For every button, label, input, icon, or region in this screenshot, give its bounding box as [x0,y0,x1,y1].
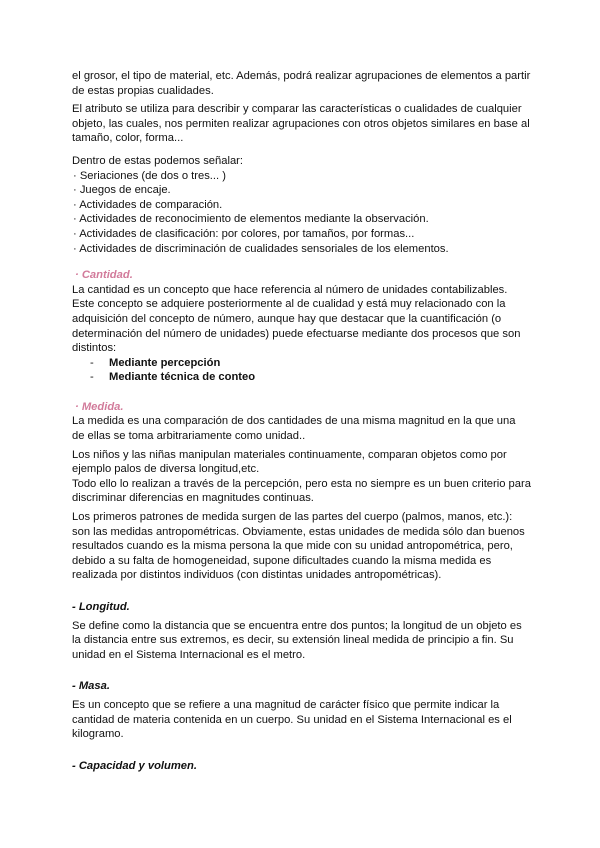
text-line: kilogramo. [72,728,124,741]
dash-bullet: - [90,356,94,369]
list-item: · Actividades de clasificación: por colores, por tamaños, por formas... [73,227,415,240]
text-line: ejemplo palos de diversa longitud,etc. [72,463,260,476]
text-line: Es un concepto que se refiere a una magnitud de carácter físico que permite indicar la [72,698,500,711]
text-line: Los primeros patrones de medida surgen de las partes del cuerpo (palmos, manos, etc.): [72,511,513,524]
medida-paragraph-2 [72,448,532,506]
text-line: son las medidas antropométricas. Obviamente, estas unidades de medida sólo dan buenos [72,525,525,538]
text-line: Este concepto se adquiere posteriormente al de cualidad y está muy relacionado con la [72,298,506,311]
text-line: unidad en el Sistema Internacional es el metro. [72,648,306,661]
capacidad-heading: - Capacidad y volumen. [72,759,197,772]
text-line: tamaño, color, forma... [72,132,184,145]
text-line: de estas propias cualidades. [72,84,214,97]
list-item: · Actividades de discriminación de cualidades sensoriales de los elementos. [73,242,449,255]
list-item-text: Mediante técnica de conteo [109,371,256,384]
text-line: Se define como la distancia que se encuentra entre dos puntos; la longitud de un objeto es [72,619,522,632]
activities-list [72,169,532,257]
text-line: Todo ello lo realizan a través de la percepción, pero esta no siempre es un buen criterio para [72,477,531,490]
text-line: La medida es una comparación de dos cantidades de una misma magnitud en la que una [72,415,516,428]
text-line: cantidad de materia contenida en un cuerpo. Su unidad en el Sistema Internacional es el [72,713,512,726]
text-line: determinación del número de unidades) puede efectuarse mediante dos procesos que son [72,327,521,340]
medida-paragraph-1 [72,414,532,443]
masa-paragraph [72,698,532,742]
list-item [72,370,532,385]
cantidad-paragraph [72,283,532,356]
intro-paragraph-1 [72,69,532,98]
page-content [72,69,532,773]
text-line: el grosor, el tipo de material, etc. Además, podrá realizar agrupaciones de elementos a partir [72,70,531,82]
text-line: objeto, las cuales, nos permiten realizar agrupaciones con otros objetos similares en base al [72,117,530,130]
text-line: adquisición del concepto de número, aunque hay que destacar que la cuantificación (o [72,312,502,325]
cantidad-process-list [72,356,532,385]
list-intro: Dentro de estas podemos señalar: [72,154,244,167]
list-item: · Seriaciones (de dos o tres... ) [73,169,226,182]
list-item: · Juegos de encaje. [73,184,171,197]
text-line: Los niños y las niñas manipulan materiales continuamente, comparan objetos como por [72,448,507,461]
text-line: resultados cuando es la misma persona la que mide con su unidad antropométrica, pero, [72,540,513,553]
text-line: de ellas se toma arbitrariamente como unidad.. [72,430,306,443]
text-line: discriminar diferencias en magnitudes continuas. [72,492,314,505]
text-line: La cantidad es un concepto que hace referencia al número de unidades contabilizables. [72,283,508,296]
text-line: debido a su falta de homogeneidad, supone dificultades cuando la misma medida es [72,554,492,567]
dash-bullet: - [90,371,94,384]
list-item: · Actividades de reconocimiento de elementos mediante la observación. [73,213,429,226]
intro-paragraph-2 [72,102,532,146]
text-line: distintos: [72,342,117,355]
text-line: realizada por distintos individuos (con distintas unidades antropométricas). [72,569,442,582]
list-item: · Actividades de comparación. [73,198,223,211]
longitud-heading: - Longitud. [72,601,130,613]
list-item-text: Mediante percepción [109,356,221,369]
text-line: la distancia entre sus extremos, es decir, su extensión lineal medida de principio a fin. Su [72,634,514,647]
medida-heading: · Medida. [75,400,124,413]
medida-paragraph-3 [72,510,532,583]
text-line: El atributo se utiliza para describir y comparar las características o cualidades de cualquier [72,103,522,116]
list-item [72,356,532,371]
longitud-paragraph [72,619,532,663]
cantidad-heading: · Cantidad. [75,269,133,282]
masa-heading: - Masa. [72,680,110,693]
